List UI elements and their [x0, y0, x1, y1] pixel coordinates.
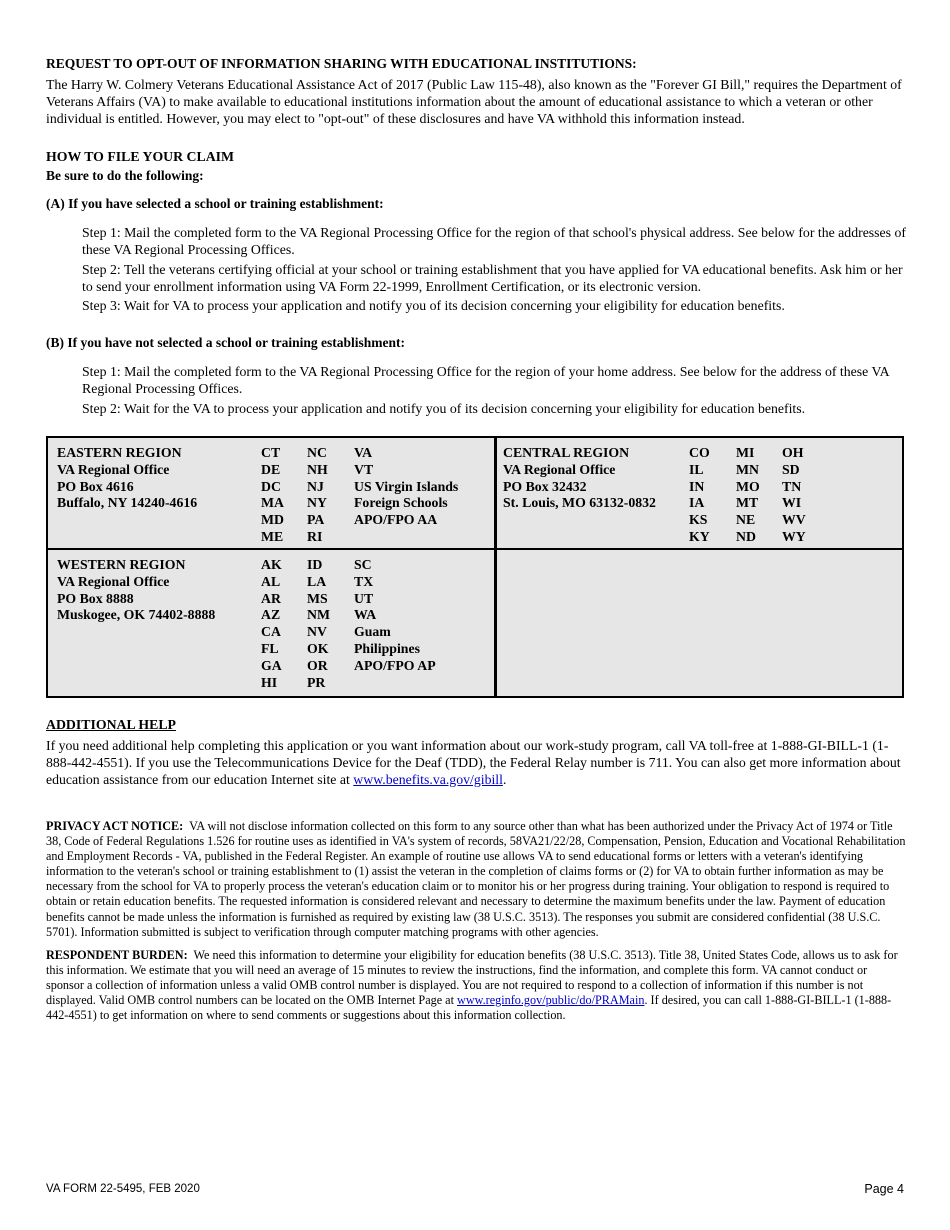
state-code: AL — [261, 573, 281, 589]
western-states-col-3 — [354, 557, 436, 675]
state-code: CA — [261, 624, 281, 640]
central-region-title: CENTRAL REGION — [503, 445, 630, 460]
state-code: WI — [782, 495, 802, 511]
section-a-step-1: Step 1: Mail the completed form to the VA Regional Processing Office for the region of that school's physical address. See below for the addresses of these VA Regional Processing Offices. — [82, 225, 906, 257]
eastern-region-title: EASTERN REGION — [57, 445, 182, 460]
section-b-step-1: Step 1: Mail the completed form to the VA Regional Processing Office for the region of your home address. See below for the address of these VA Regional Processing Offices. — [82, 364, 889, 396]
state-code: CO — [689, 445, 710, 460]
western-po-box: PO Box 8888 — [57, 590, 134, 606]
reginfo-link[interactable]: www.reginfo.gov/public/do/PRAMain — [457, 993, 645, 1008]
eastern-states-col-3 — [354, 445, 458, 529]
state-code: GA — [261, 657, 282, 673]
state-code: APO/FPO AP — [354, 657, 436, 673]
state-code: MT — [736, 495, 759, 511]
state-code: UT — [354, 590, 374, 606]
state-code: MO — [736, 478, 760, 494]
state-code: RI — [307, 528, 323, 544]
state-code: ND — [736, 528, 756, 544]
state-code: APO/FPO AA — [354, 512, 438, 528]
state-code: MA — [261, 495, 284, 511]
state-code: KS — [689, 512, 708, 528]
state-code: DE — [261, 461, 281, 477]
state-code: MS — [307, 590, 328, 606]
state-code: OK — [307, 640, 329, 656]
state-code: DC — [261, 478, 281, 494]
how-to-file-subheading: Be sure to do the following: — [46, 168, 204, 183]
eastern-states-col-2 — [307, 445, 328, 546]
central-states-col-3 — [782, 445, 806, 546]
state-code: PR — [307, 674, 326, 690]
state-code: WY — [782, 528, 806, 544]
state-code: KY — [689, 528, 710, 544]
central-states-col-1 — [689, 445, 710, 546]
respondent-burden-label: RESPONDENT BURDEN: — [46, 948, 188, 962]
western-region-address — [57, 557, 215, 624]
state-code: PA — [307, 512, 325, 528]
eastern-po-box: PO Box 4616 — [57, 478, 134, 494]
privacy-act-label: PRIVACY ACT NOTICE: — [46, 819, 184, 833]
state-code: NM — [307, 607, 330, 623]
table-horizontal-divider — [48, 548, 902, 550]
western-office-name: VA Regional Office — [57, 573, 170, 589]
state-code: HI — [261, 674, 278, 690]
respondent-burden — [46, 948, 906, 1023]
state-code: OR — [307, 657, 328, 673]
central-states-col-2 — [736, 445, 760, 546]
gibill-link[interactable]: www.benefits.va.gov/gibill — [353, 771, 503, 787]
section-b-step-2: Step 2: Wait for the VA to process your application and notify you of its decision concerning your eligibility for education benefits. — [82, 401, 806, 416]
state-code: NJ — [307, 478, 324, 494]
central-city: St. Louis, MO 63132-0832 — [503, 495, 656, 511]
state-code: TX — [354, 573, 374, 589]
state-code: SC — [354, 557, 372, 572]
state-code: IA — [689, 495, 705, 511]
state-code: MI — [736, 445, 755, 460]
western-region-title: WESTERN REGION — [57, 557, 186, 572]
additional-help-text-end: . — [502, 771, 507, 787]
central-office-name: VA Regional Office — [503, 461, 616, 477]
western-city: Muskogee, OK 74402-8888 — [57, 607, 216, 623]
state-code: VA — [354, 445, 373, 460]
opt-out-heading: REQUEST TO OPT-OUT OF INFORMATION SHARING WITH EDUCATIONAL INSTITUTIONS: — [46, 56, 637, 71]
regional-offices-table — [46, 436, 904, 698]
eastern-office-name: VA Regional Office — [57, 461, 170, 477]
state-code: NY — [307, 495, 327, 511]
how-to-file-heading: HOW TO FILE YOUR CLAIM — [46, 149, 235, 164]
section-b-heading: (B) If you have not selected a school or training establishment: — [46, 335, 405, 350]
privacy-act-body: VA will not disclose information collected on this form to any source other than what has been authorized under the Privacy Act of 1974 or Title 38, Code of Federal Regulations 1.526 for routine uses as identified in VA's system of records, 58VA21/22/28, Compensation, Pension, Education and Vocational Rehabilitation and Employment Records - VA, published in the Federal Register. An example of routine use allows VA to send educational forms or letters with a veteran's identifying information to the veteran's school or training establishment to (1) assist the veteran in the completion of claims forms or (2) for VA to obtain further information as may be necessary from the school for VA to properly process the veteran's education claim or to monitor his or her progress during training. Your obligation to respond is required to obtain or retain education benefits. The requested information is considered relevant and necessary to determine the maximum benefits under the law. Payment of education benefits cannot be made unless the information is furnished as required by existing law (38 U.S.C. 3513). The responses you submit are considered confidential (38 U.S.C. 5701). Information submitted is subject to verification through computer matching programs with other agencies. — [46, 819, 906, 939]
eastern-region-address — [57, 445, 197, 512]
state-code: Philippines — [354, 640, 420, 656]
state-code: LA — [307, 573, 327, 589]
state-code: US Virgin Islands — [354, 478, 459, 494]
section-a-heading: (A) If you have selected a school or training establishment: — [46, 196, 384, 211]
form-id: VA FORM 22-5495, FEB 2020 — [46, 1183, 200, 1195]
section-a-step-2: Step 2: Tell the veterans certifying official at your school or training establishment that you have applied for VA educational benefits. Ask him or her to send your enrollment information using VA Form 22-1999, Enrollment Certification, or its electronic version. — [82, 262, 903, 294]
state-code: NE — [736, 512, 756, 528]
state-code: AK — [261, 557, 282, 572]
additional-help-text: If you need additional help completing this application or you want information about our work-study program, call VA toll-free at 1-888-GI-BILL-1 (1-888-442-4551). If you use the Telecommunications Device for the Deaf (TDD), the Federal Relay number is 711. You can also get more information about education assistance from our education Internet site at — [46, 738, 901, 787]
additional-help-body — [46, 738, 906, 788]
state-code: TN — [782, 478, 802, 494]
state-code: WV — [782, 512, 806, 528]
page-number: Page 4 — [864, 1182, 904, 1196]
state-code: NH — [307, 461, 328, 477]
state-code: OH — [782, 445, 804, 460]
state-code: ME — [261, 528, 284, 544]
state-code: VT — [354, 461, 374, 477]
state-code: MD — [261, 512, 284, 528]
central-po-box: PO Box 32432 — [503, 478, 587, 494]
state-code: ID — [307, 557, 323, 572]
table-vertical-divider — [494, 438, 497, 696]
section-a-step-3: Step 3: Wait for VA to process your application and notify you of its decision concerning your eligibility for education benefits. — [82, 298, 785, 313]
additional-help-heading: ADDITIONAL HELP — [46, 717, 176, 732]
state-code: FL — [261, 640, 279, 656]
state-code: MN — [736, 461, 759, 477]
state-code: Foreign Schools — [354, 495, 448, 511]
state-code: IN — [689, 478, 705, 494]
western-states-col-2 — [307, 557, 330, 691]
state-code: NC — [307, 445, 327, 460]
state-code: Guam — [354, 624, 391, 640]
central-region-address — [503, 445, 656, 512]
state-code: AR — [261, 590, 281, 606]
eastern-states-col-1 — [261, 445, 284, 546]
opt-out-body: The Harry W. Colmery Veterans Educational Assistance Act of 2017 (Public Law 115-48), also known as the "Forever GI Bill," requires the Department of Veterans Affairs (VA) to make available to educational institutions information about the amount of educational assistance to which a veteran or other individual is entitled. However, you may elect to "opt-out" of these disclosures and have VA withhold this information instead. — [46, 77, 902, 126]
eastern-city: Buffalo, NY 14240-4616 — [57, 495, 198, 511]
state-code: IL — [689, 461, 704, 477]
respondent-burden-body-end: . If desired, you can call 1-888-GI-BILL-1 (1-888-442-4551) to get information on where to send comments or suggestions about this information collection. — [46, 993, 892, 1023]
state-code: SD — [782, 461, 800, 477]
state-code: CT — [261, 445, 281, 460]
western-states-col-1 — [261, 557, 282, 691]
privacy-act-notice — [46, 819, 906, 940]
state-code: AZ — [261, 607, 281, 623]
state-code: NV — [307, 624, 327, 640]
respondent-burden-body: We need this information to determine your eligibility for education benefits (38 U.S.C. 3513). Title 38, United States Code, allows us to ask for this information. We estimate that you will need an average of 15 minutes to review the instructions, find the information, and complete this form. VA cannot conduct or sponsor a collection of information unless a valid OMB control number is displayed. You are not required to respond to a collection of information if this number is not displayed. Valid OMB control numbers can be located on the OMB Internet Page at — [46, 948, 898, 1008]
state-code: WA — [354, 607, 377, 623]
